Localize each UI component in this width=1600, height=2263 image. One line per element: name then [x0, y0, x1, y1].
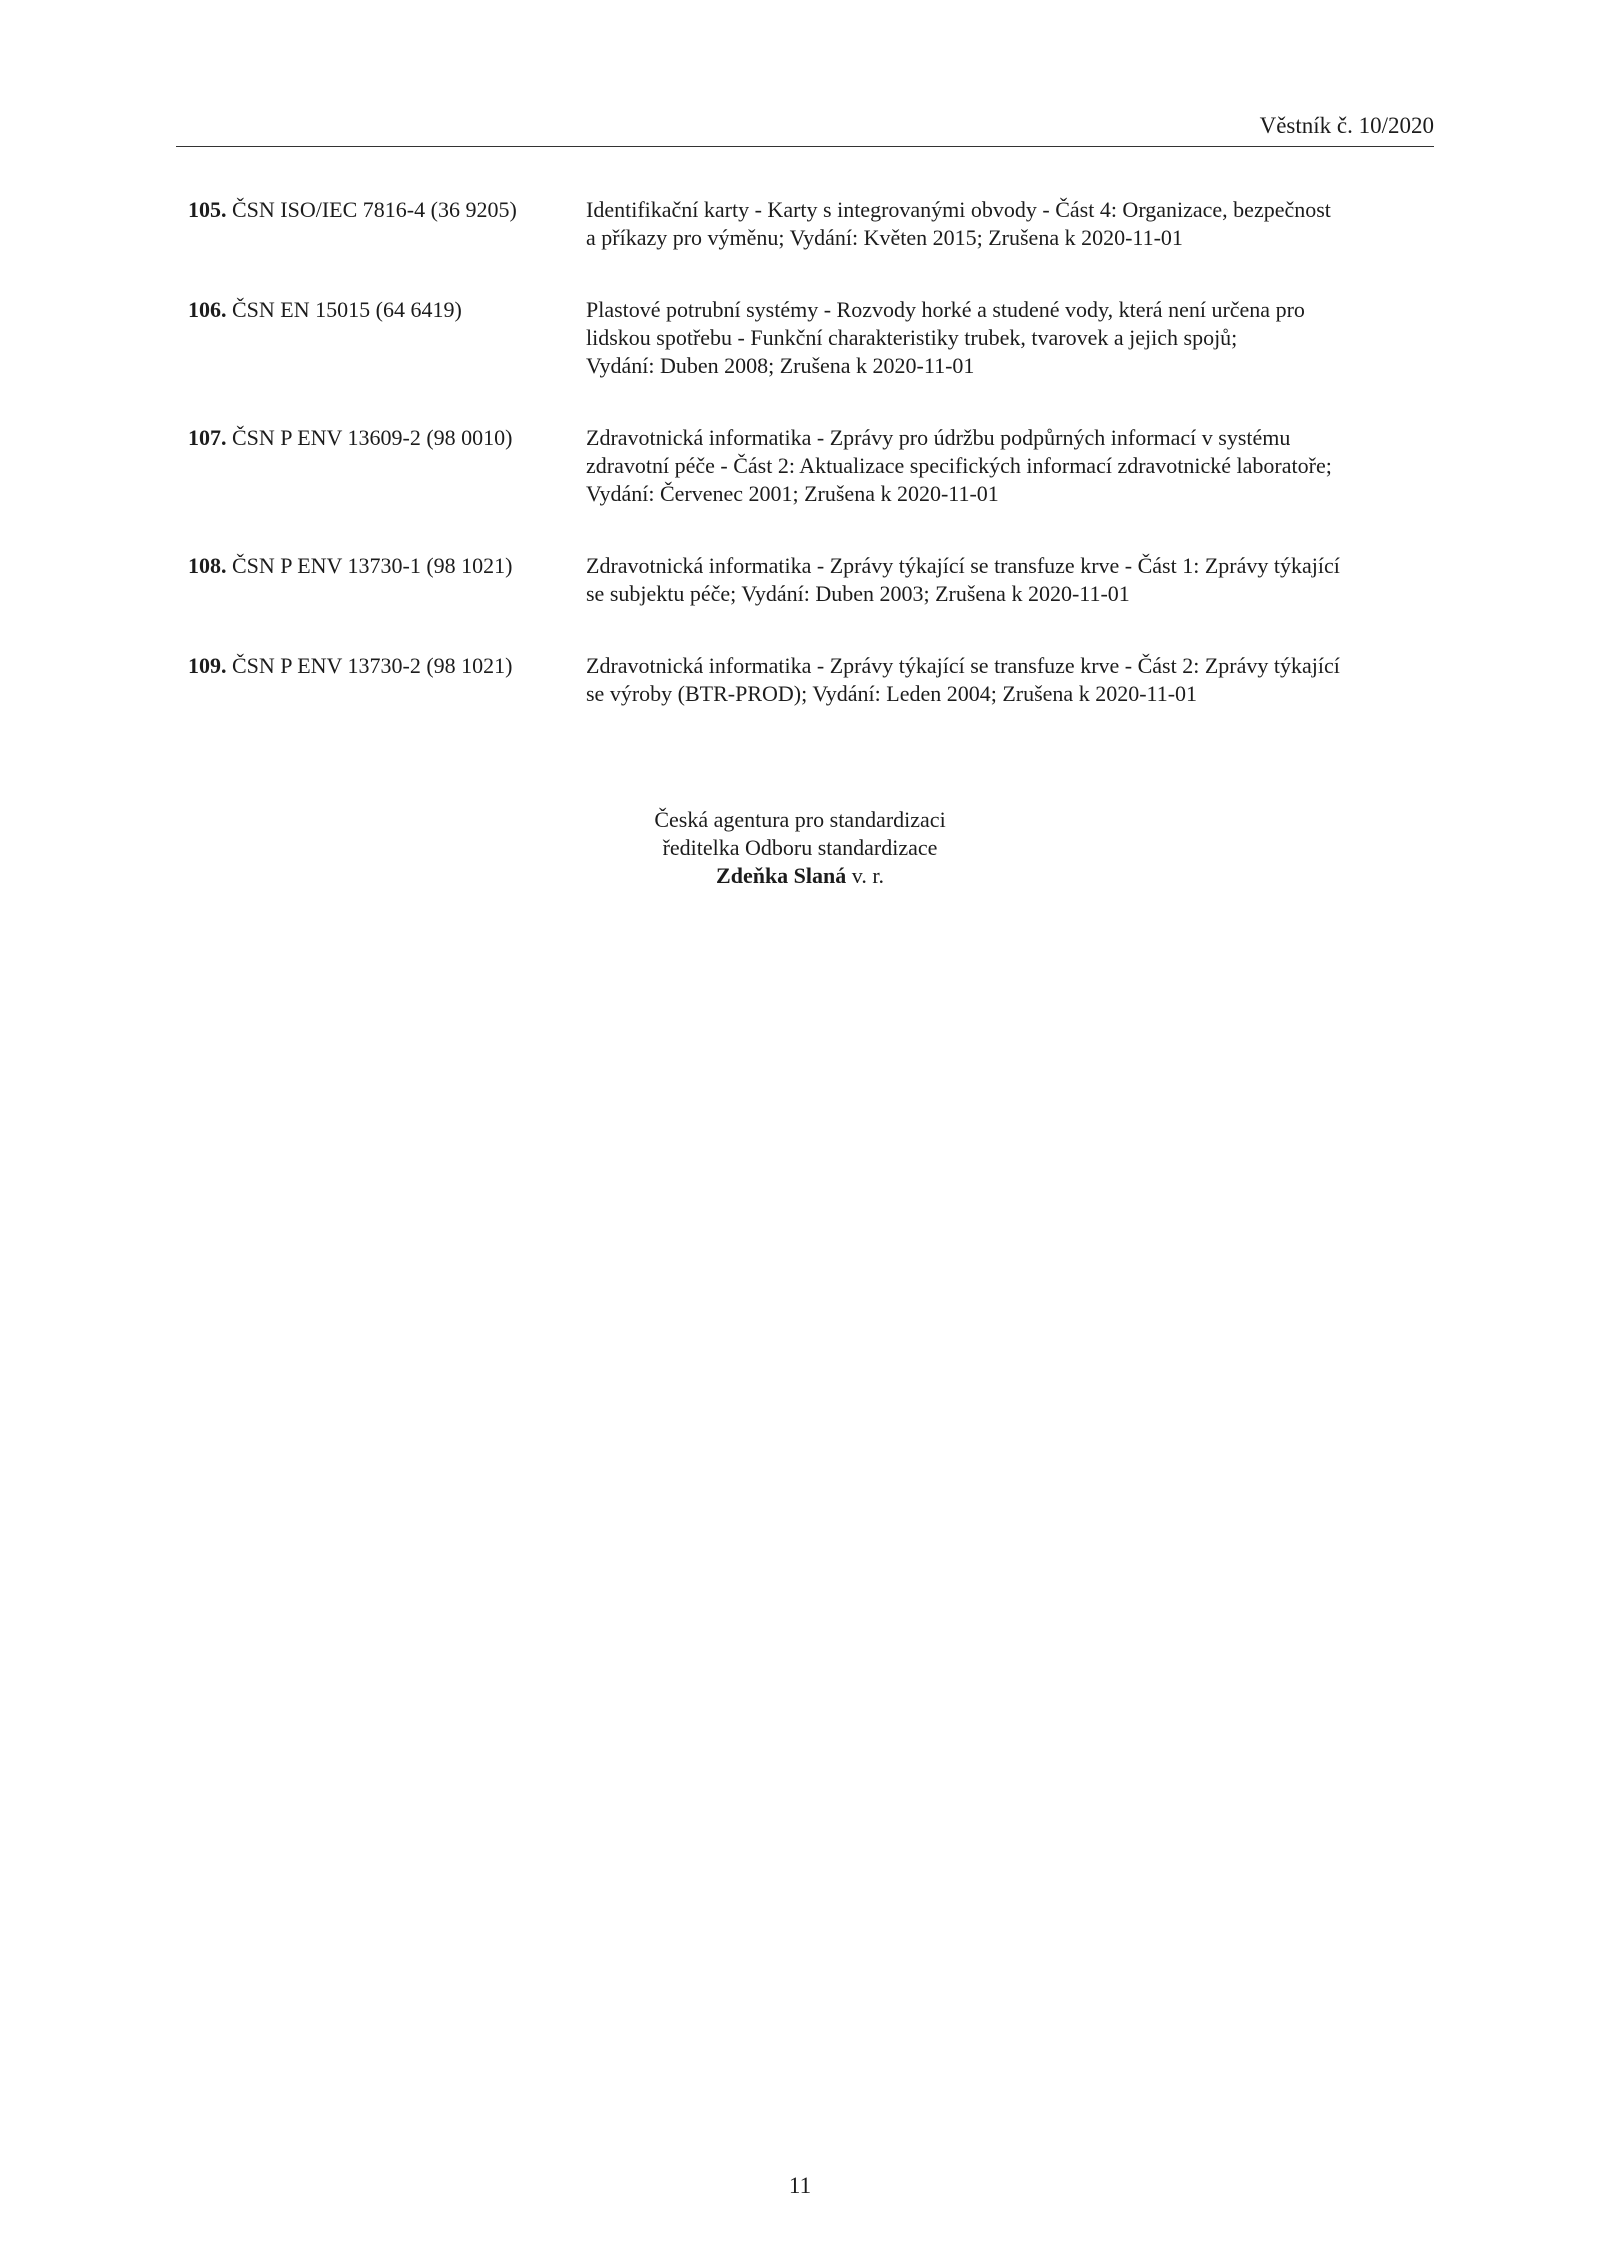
description-line: zdravotní péče - Část 2: Aktualizace specifických informací zdravotnické laboratoře;: [586, 453, 1332, 478]
page-number: 11: [788, 2173, 812, 2198]
signatory-name: Zdeňka Slaná: [716, 863, 847, 888]
list-item: [188, 652, 1438, 708]
signature-name-line: [560, 862, 1040, 890]
entry-number: 105.: [188, 197, 227, 222]
description-line: Zdravotnická informatika - Zprávy týkající se transfuze krve - Část 2: Zprávy týkající: [586, 653, 1340, 678]
description-line: Plastové potrubní systémy - Rozvody horké a studené vody, která není určena pro: [586, 297, 1305, 322]
standard-id: [188, 652, 586, 680]
standards-list: [188, 196, 1438, 752]
entry-number: 107.: [188, 425, 227, 450]
standard-id: [188, 196, 586, 224]
description-line: Zdravotnická informatika - Zprávy pro údržbu podpůrných informací v systému: [586, 425, 1291, 450]
standard-code: ČSN P ENV 13730-2 (98 1021): [226, 653, 513, 678]
standard-description: [586, 196, 1436, 252]
standard-code: ČSN EN 15015 (64 6419): [226, 297, 462, 322]
standard-id: [188, 424, 586, 452]
description-line: lidskou spotřebu - Funkční charakteristiky trubek, tvarovek a jejich spojů;: [586, 325, 1238, 350]
standard-id: [188, 552, 586, 580]
standard-description: [586, 652, 1436, 708]
entry-number: 109.: [188, 653, 227, 678]
entry-number: 108.: [188, 553, 227, 578]
signature-agency: Česká agentura pro standardizaci: [654, 807, 946, 832]
description-line: se výroby (BTR-PROD); Vydání: Leden 2004; Zrušena k 2020-11-01: [586, 681, 1198, 706]
description-line: se subjektu péče; Vydání: Duben 2003; Zrušena k 2020-11-01: [586, 581, 1130, 606]
entry-number: 106.: [188, 297, 227, 322]
header-rule: [176, 146, 1434, 147]
signature-block: [560, 806, 1040, 890]
description-line: a příkazy pro výměnu; Vydání: Květen 2015; Zrušena k 2020-11-01: [586, 225, 1183, 250]
standard-description: [586, 552, 1436, 608]
list-item: [188, 296, 1438, 380]
standard-code: ČSN ISO/IEC 7816-4 (36 9205): [226, 197, 517, 222]
standard-description: [586, 296, 1436, 380]
running-header: Věstník č. 10/2020: [1259, 113, 1434, 138]
signature-suffix: v. r.: [846, 863, 884, 888]
standard-code: ČSN P ENV 13730-1 (98 1021): [226, 553, 513, 578]
list-item: [188, 196, 1438, 252]
list-item: [188, 552, 1438, 608]
standard-code: ČSN P ENV 13609-2 (98 0010): [226, 425, 513, 450]
standard-description: [586, 424, 1436, 508]
description-line: Vydání: Červenec 2001; Zrušena k 2020-11-01: [586, 481, 999, 506]
signature-role: ředitelka Odboru standardizace: [662, 835, 938, 860]
standard-id: [188, 296, 586, 324]
description-line: Vydání: Duben 2008; Zrušena k 2020-11-01: [586, 353, 975, 378]
description-line: Zdravotnická informatika - Zprávy týkající se transfuze krve - Část 1: Zprávy týkající: [586, 553, 1340, 578]
list-item: [188, 424, 1438, 508]
description-line: Identifikační karty - Karty s integrovanými obvody - Část 4: Organizace, bezpečnost: [586, 197, 1331, 222]
